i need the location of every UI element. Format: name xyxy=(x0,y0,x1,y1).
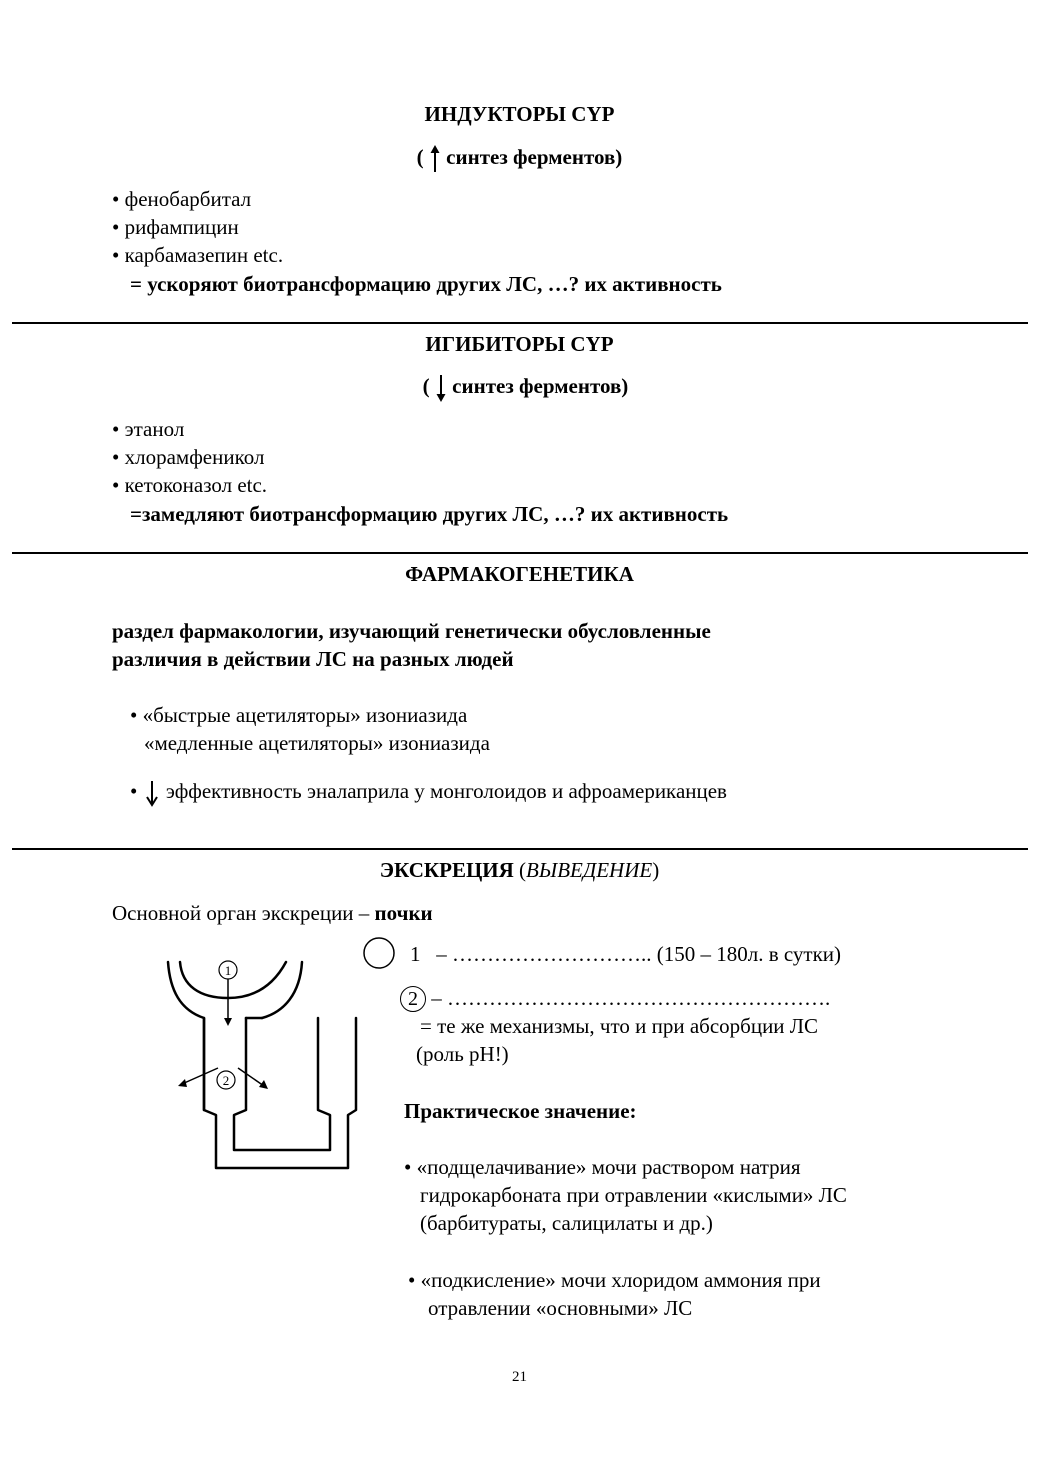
pharmacogenetics-definition-line: различия в действии ЛС на разных людей xyxy=(112,647,514,671)
inducer-item: • рифампицин xyxy=(112,215,239,239)
enalapril-bullet-marker: • xyxy=(130,779,138,803)
enalapril-bullet-text: эффективность эналаприла у монголоидов и афроамериканцев xyxy=(165,779,727,803)
practical-item-line: • «подщелачивание» мочи раствором натрия xyxy=(404,1155,801,1179)
practical-item-line: (барбитураты, салицилаты и др.) xyxy=(420,1211,713,1235)
tubule-inner-left2 xyxy=(234,1018,330,1150)
reabsorption-step-text: – ………………………………………………. xyxy=(431,986,831,1010)
reabsorption-step xyxy=(400,986,830,1012)
pharmacogenetics-title: ФАРМАКОГЕНЕТИКА xyxy=(405,562,634,586)
excretion-organ-bold: почки xyxy=(374,901,433,925)
enalapril-bullet xyxy=(130,779,727,807)
filtration-step-text: – ……………………….. (150 – 180л. в сутки) xyxy=(436,942,842,966)
label-1-text: 1 xyxy=(224,963,232,978)
arrow-down-icon xyxy=(435,374,447,402)
inhibitors-conclusion-text: замедляют биотрансформацию других ЛС, …? их активность xyxy=(141,502,729,526)
practical-title: Практическое значение: xyxy=(404,1099,637,1123)
filtration-step-number: 1 xyxy=(410,942,421,966)
inhibitor-item: • этанол xyxy=(112,417,185,441)
acetylators-fast: • «быстрые ацетиляторы» изониазида xyxy=(130,703,468,727)
excretion-title-open: ( xyxy=(519,858,527,882)
inhibitors-conclusion xyxy=(130,502,728,527)
excretion-organ-text: Основной орган экскреции – xyxy=(112,901,375,925)
reabsorption-note: = те же механизмы, что и при абсорбции ЛС xyxy=(420,1014,819,1038)
inducers-title: ИНДУКТОРЫ CYP xyxy=(424,102,615,126)
label-2-text: 2 xyxy=(222,1073,230,1088)
reabsorption-note: (роль рН!) xyxy=(416,1042,509,1066)
practical-item-line: • «подкисление» мочи хлоридом аммония при xyxy=(408,1268,821,1292)
inhibitors-conclusion-eq: = xyxy=(130,502,142,526)
inducers-subtitle-open: ( xyxy=(416,145,424,169)
filtration-arrow-icon xyxy=(224,978,232,1026)
inducer-item: • карбамазепин etc. xyxy=(112,243,284,267)
inducers-conclusion: = ускоряют биотрансформацию других ЛС, …? их активность xyxy=(130,272,722,296)
excretion-title-italic: ВЫВЕДЕНИЕ xyxy=(526,858,653,882)
divider xyxy=(12,322,1028,324)
practical-item-line: гидрокарбоната при отравлении «кислыми» ЛС xyxy=(420,1183,847,1207)
capsule-outer xyxy=(168,962,356,1168)
inhibitor-item: • кетоконазол etc. xyxy=(112,473,268,497)
divider xyxy=(12,552,1028,554)
excretion-title-close: ) xyxy=(652,858,660,882)
filtration-step xyxy=(410,942,841,967)
excretion-title-bold: ЭКСКРЕЦИЯ xyxy=(379,858,514,882)
inhibitors-subtitle-open: ( xyxy=(422,374,430,398)
excretion-title xyxy=(0,858,1039,883)
inhibitors-subtitle-text: синтез ферментов) xyxy=(452,374,629,398)
pharmacogenetics-definition-line: раздел фармакологии, изучающий генетически обусловленные xyxy=(112,619,711,643)
inhibitor-item: • хлорамфеникол xyxy=(112,445,265,469)
inhibitors-title: ИГИБИТОРЫ CYP xyxy=(425,332,614,356)
inducers-subtitle-text: синтез ферментов) xyxy=(446,145,623,169)
step2-circle-number: 2 xyxy=(400,986,426,1012)
inhibitors-subtitle xyxy=(6,374,1039,402)
divider xyxy=(12,848,1028,850)
arrow-down-icon xyxy=(145,779,159,807)
practical-item-line: отравлении «основными» ЛС xyxy=(428,1296,693,1320)
nephron-diagram xyxy=(160,950,370,1180)
page-number: 21 xyxy=(512,1369,527,1385)
arrow-up-icon xyxy=(429,145,441,173)
inducers-subtitle xyxy=(0,145,1039,173)
excretion-organ xyxy=(112,901,433,926)
inducer-item: • фенобарбитал xyxy=(112,187,252,211)
acetylators-slow: «медленные ацетиляторы» изониазида xyxy=(144,731,490,755)
